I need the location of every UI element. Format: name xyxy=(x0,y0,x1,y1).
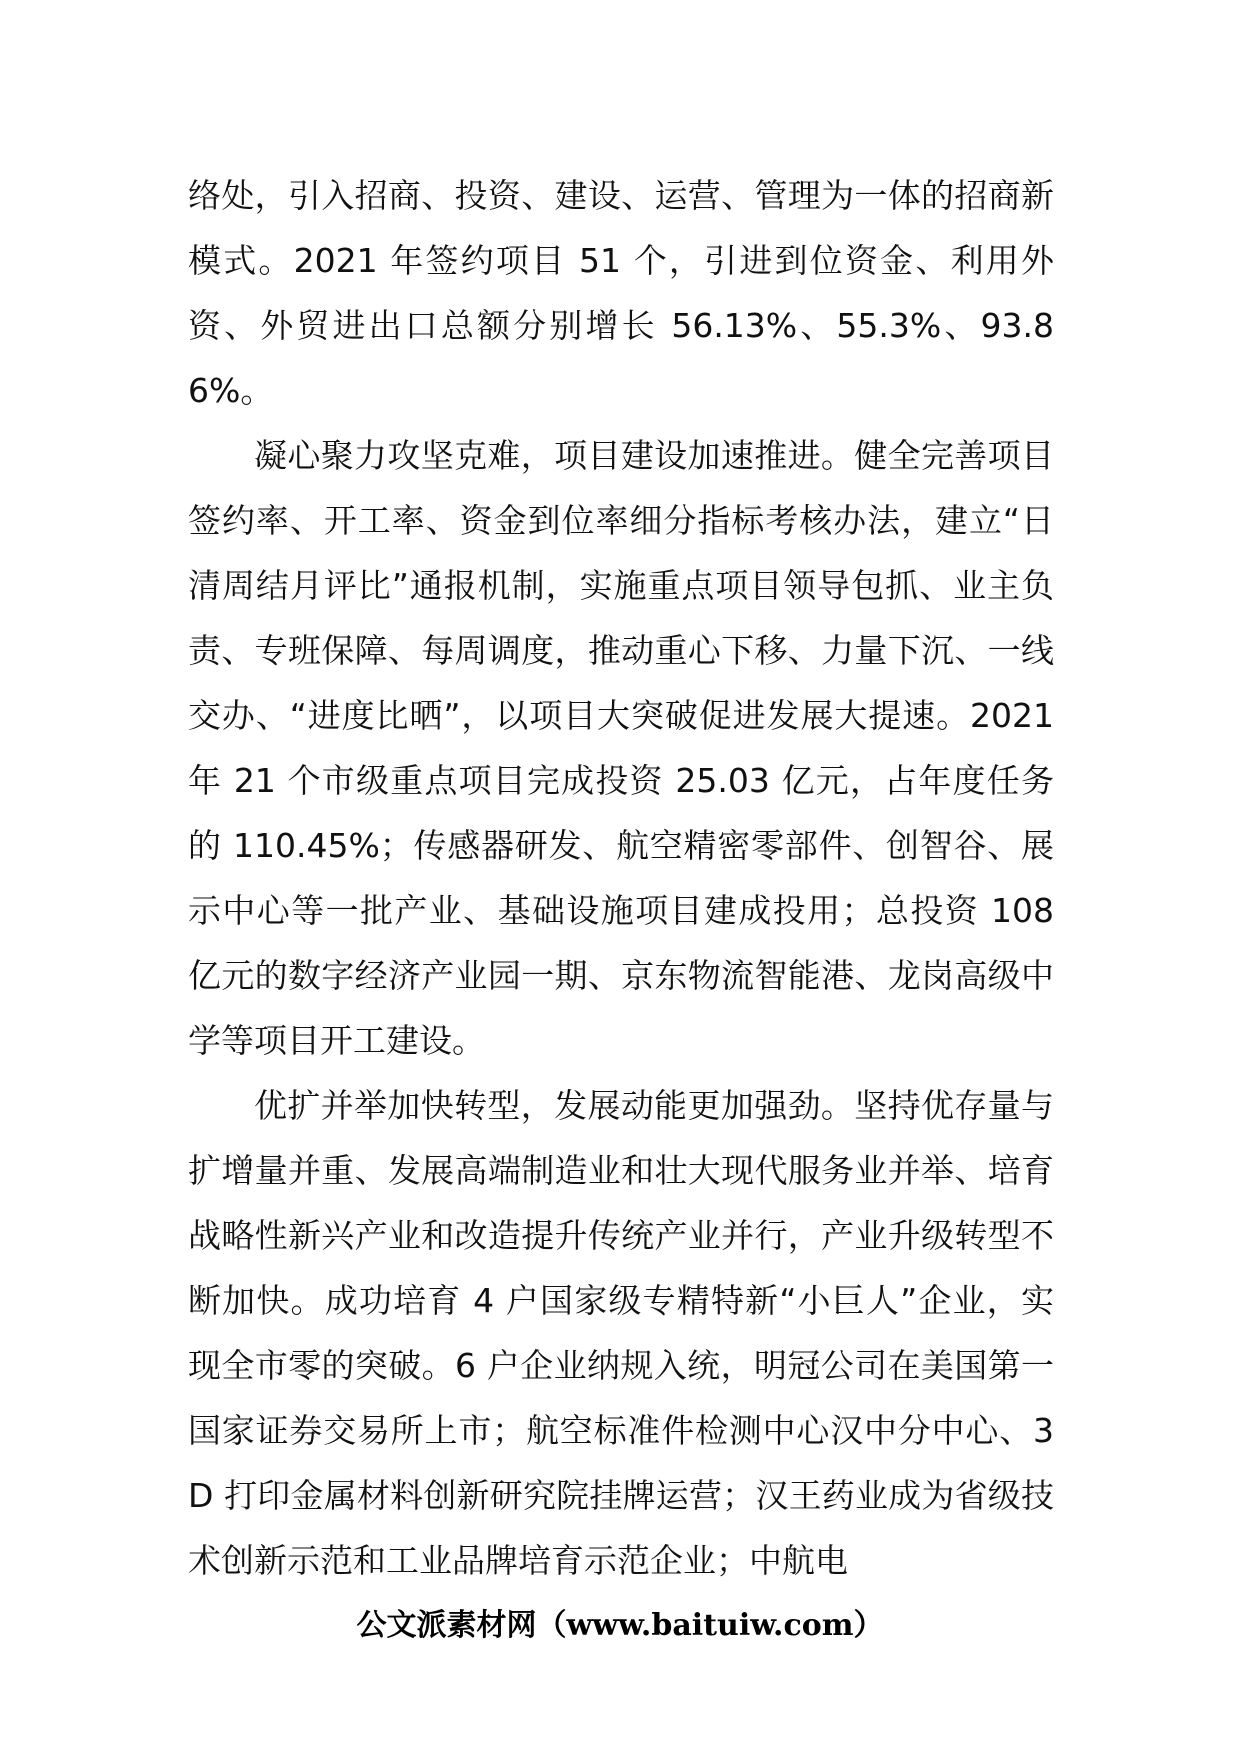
document-body xyxy=(188,163,1054,1593)
paragraph-project-construction: 凝心聚力攻坚克难，项目建设加速推进。健全完善项目签约率、开工率、资金到位率细分指标考核办法，建立“日清周结月评比”通报机制，实施重点项目领导包抓、业主负责、专班保障、每周调度，推动重心下移、力量下沉、一线交办、“进度比晒”，以项目大突破促进发展大提速。2021 年 21 个市级重点项目完成投资 25.03 亿元，占年度任务的 110.45%；传感器研发、航空精密零部件、创智谷、展示中心等一批产业、基础设施项目建成投用；总投资 108 亿元的数字经济产业园一期、京东物流智能港、龙岗高级中学等项目开工建设。 xyxy=(188,436,1054,1060)
footer-watermark: 公文派素材网（www.baituiw.com） xyxy=(356,1608,884,1643)
paragraph-continuation: 络处，引入招商、投资、建设、运营、管理为一体的招商新模式。2021 年签约项目 51 个，引进到位资金、利用外资、外贸进出口总额分别增长 56.13%、55.3%、93.86%。 xyxy=(188,176,1054,410)
paragraph-industrial-transformation: 优扩并举加快转型，发展动能更加强劲。坚持优存量与扩增量并重、发展高端制造业和壮大现代服务业并举、培育战略性新兴产业和改造提升传统产业并行，产业升级转型不断加快。成功培育 4 户国家级专精特新“小巨人”企业，实现全市零的突破。6 户企业纳规入统，明冠公司在美国第一国家证券交易所上市；航空标准件检测中心汉中分中心、3D 打印金属材料创新研究院挂牌运营；汉王药业成为省级技术创新示范和工业品牌培育示范企业；中航电 xyxy=(188,1086,1054,1580)
